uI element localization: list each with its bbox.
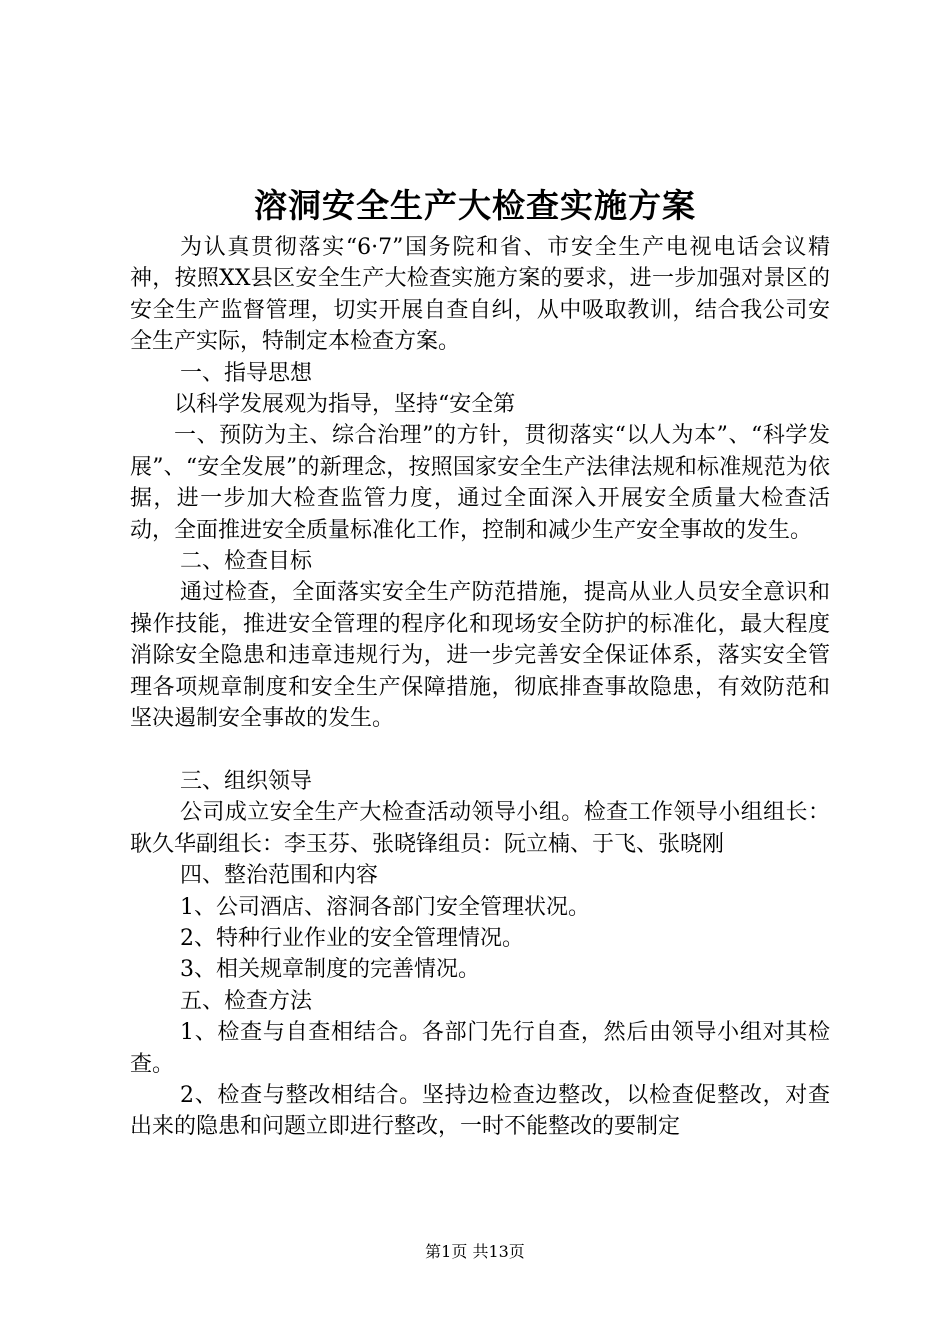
method-item-2: 2、检查与整改相结合。坚持边检查边整改，以检查促整改，对查出来的隐患和问题立即进行整改，一时不能整改的要制定 (130, 1082, 830, 1140)
document-title: 溶洞安全生产大检查实施方案 (254, 186, 696, 225)
section-heading-inspection-goal: 二、检查目标 (180, 549, 313, 575)
section-heading-method: 五、检查方法 (180, 988, 313, 1014)
scope-item-2: 2、特种行业作业的安全管理情况。 (180, 925, 524, 951)
document-body (130, 232, 830, 1143)
method-item-1: 1、检查与自查相结合。各部门先行自查，然后由领导小组对其检查。 (130, 1020, 830, 1077)
guiding-thought-paragraph-start: 以科学发展观为指导，坚持“安全第 (174, 392, 516, 418)
intro-paragraph: 为认真贯彻落实“6·7”国务院和省、市安全生产电视电话会议精神，按照XX县区安全生产大检查实施方案的要求，进一步加强对景区的安全生产监督管理，切实开展自查自纠，从中吸取教训，结合我公司安全生产实际，特制定本检查方案。 (130, 235, 830, 355)
scope-item-3: 3、相关规章制度的完善情况。 (180, 957, 480, 983)
inspection-goal-paragraph: 通过检查，全面落实安全生产防范措施，提高从业人员安全意识和操作技能，推进安全管理的程序化和现场安全防护的标准化，最大程度消除安全隐患和违章违规行为，进一步完善安全保证体系，落实安全管理各项规章制度和安全生产保障措施，彻底排查事故隐患，有效防范和坚决遏制安全事故的发生。 (130, 580, 830, 732)
page-number: 第1页 共13页 (425, 1242, 525, 1261)
organization-paragraph: 公司成立安全生产大检查活动领导小组。检查工作领导小组组长：耿久华副组长：李玉芬、张晓锋组员：阮立楠、于飞、张晓刚 (130, 800, 830, 857)
section-heading-organization: 三、组织领导 (180, 768, 313, 794)
section-heading-guiding-thought: 一、指导思想 (180, 360, 313, 386)
guiding-thought-paragraph-continued: 一、预防为主、综合治理”的方针，贯彻落实“以人为本”、“科学发展”、“安全发展”的新理念，按照国家安全生产法律法规和标准规范为依据，进一步加大检查监管力度，通过全面深入开展安全质量大检查活动，全面推进安全质量标准化工作，控制和减少生产安全事故的发生。 (130, 423, 830, 543)
section-heading-scope: 四、整治范围和内容 (180, 863, 379, 889)
blank-line (130, 735, 830, 766)
scope-item-1: 1、公司酒店、溶洞各部门安全管理状况。 (180, 894, 590, 920)
